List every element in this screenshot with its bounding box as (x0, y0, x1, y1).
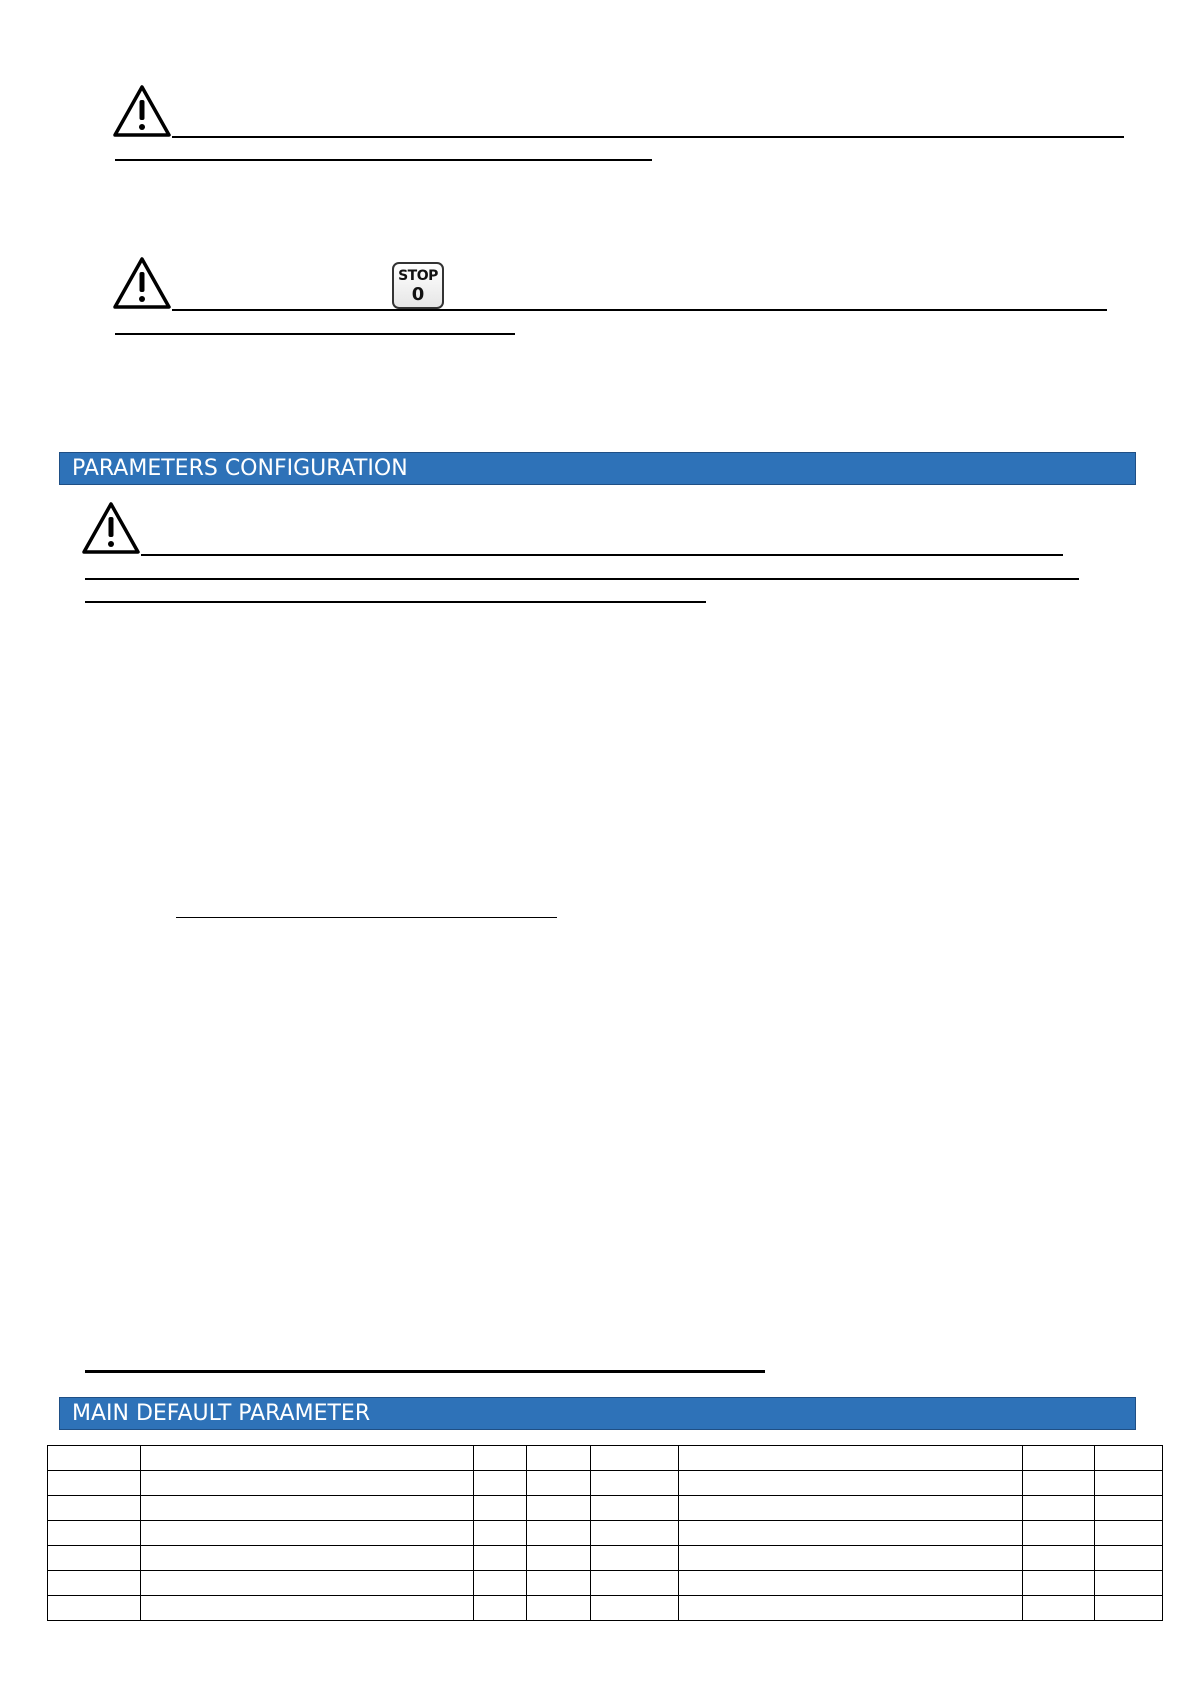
table-cell (527, 1546, 591, 1571)
table-cell (679, 1471, 1023, 1496)
table-cell (48, 1471, 141, 1496)
underline-rule (115, 159, 652, 161)
table-cell (679, 1496, 1023, 1521)
table-row (48, 1571, 1163, 1596)
table-cell (474, 1446, 527, 1471)
table-cell (474, 1596, 527, 1621)
table-cell (474, 1471, 527, 1496)
underline-rule (172, 309, 1107, 311)
table-cell (679, 1596, 1023, 1621)
underline-rule (176, 917, 557, 918)
table-cell (48, 1446, 141, 1471)
section-title: PARAMETERS CONFIGURATION (72, 456, 408, 481)
table-cell (1095, 1571, 1163, 1596)
table-cell (141, 1521, 474, 1546)
underline-rule (85, 1370, 765, 1373)
table-row (48, 1471, 1163, 1496)
table-cell (1023, 1546, 1095, 1571)
table-cell (591, 1521, 679, 1546)
table-cell (527, 1446, 591, 1471)
table-row (48, 1596, 1163, 1621)
table-cell (527, 1496, 591, 1521)
table-cell (141, 1471, 474, 1496)
table-cell (1023, 1496, 1095, 1521)
table-row (48, 1496, 1163, 1521)
table-cell (527, 1571, 591, 1596)
table-cell (1095, 1596, 1163, 1621)
stop-key-label-top: STOP (398, 268, 438, 284)
table-cell (1095, 1521, 1163, 1546)
warning-triangle-icon (81, 501, 141, 555)
table-cell (679, 1546, 1023, 1571)
section-header-main-default-parameter (59, 1397, 1136, 1430)
table-cell (474, 1496, 527, 1521)
table-cell (679, 1521, 1023, 1546)
table-cell (679, 1571, 1023, 1596)
stop-key-icon (392, 262, 444, 309)
table-cell (591, 1446, 679, 1471)
table-cell (591, 1571, 679, 1596)
table-cell (474, 1546, 527, 1571)
section-header-parameters-configuration (59, 452, 1136, 485)
table-cell (141, 1571, 474, 1596)
table-cell (1095, 1546, 1163, 1571)
warning-triangle-icon (112, 256, 172, 310)
table-row (48, 1446, 1163, 1471)
table-cell (48, 1571, 141, 1596)
underline-rule (85, 601, 706, 603)
warning-triangle-icon (112, 84, 172, 138)
table-row (48, 1521, 1163, 1546)
table-cell (591, 1596, 679, 1621)
default-parameter-table (47, 1445, 1163, 1621)
underline-rule (172, 136, 1124, 138)
table-cell (1023, 1571, 1095, 1596)
table-cell (48, 1596, 141, 1621)
table-cell (591, 1496, 679, 1521)
table-cell (48, 1496, 141, 1521)
underline-rule (85, 578, 1079, 580)
stop-key-label-bottom: 0 (411, 284, 425, 305)
underline-rule (115, 333, 515, 335)
table-cell (141, 1446, 474, 1471)
table-cell (1023, 1471, 1095, 1496)
table-body (48, 1446, 1163, 1621)
table-cell (527, 1471, 591, 1496)
table-cell (1023, 1521, 1095, 1546)
section-title: MAIN DEFAULT PARAMETER (72, 1401, 371, 1426)
table-cell (1023, 1596, 1095, 1621)
table-cell (527, 1596, 591, 1621)
table-cell (474, 1571, 527, 1596)
table-cell (527, 1521, 591, 1546)
table-cell (1095, 1496, 1163, 1521)
table-cell (48, 1521, 141, 1546)
table-cell (1023, 1446, 1095, 1471)
table-cell (474, 1521, 527, 1546)
table-cell (48, 1546, 141, 1571)
table-cell (591, 1471, 679, 1496)
table-cell (1095, 1446, 1163, 1471)
table-cell (591, 1546, 679, 1571)
table-row (48, 1546, 1163, 1571)
table-cell (141, 1496, 474, 1521)
table-cell (141, 1596, 474, 1621)
table-cell (679, 1446, 1023, 1471)
table-cell (141, 1546, 474, 1571)
underline-rule (141, 554, 1063, 556)
table-cell (1095, 1471, 1163, 1496)
